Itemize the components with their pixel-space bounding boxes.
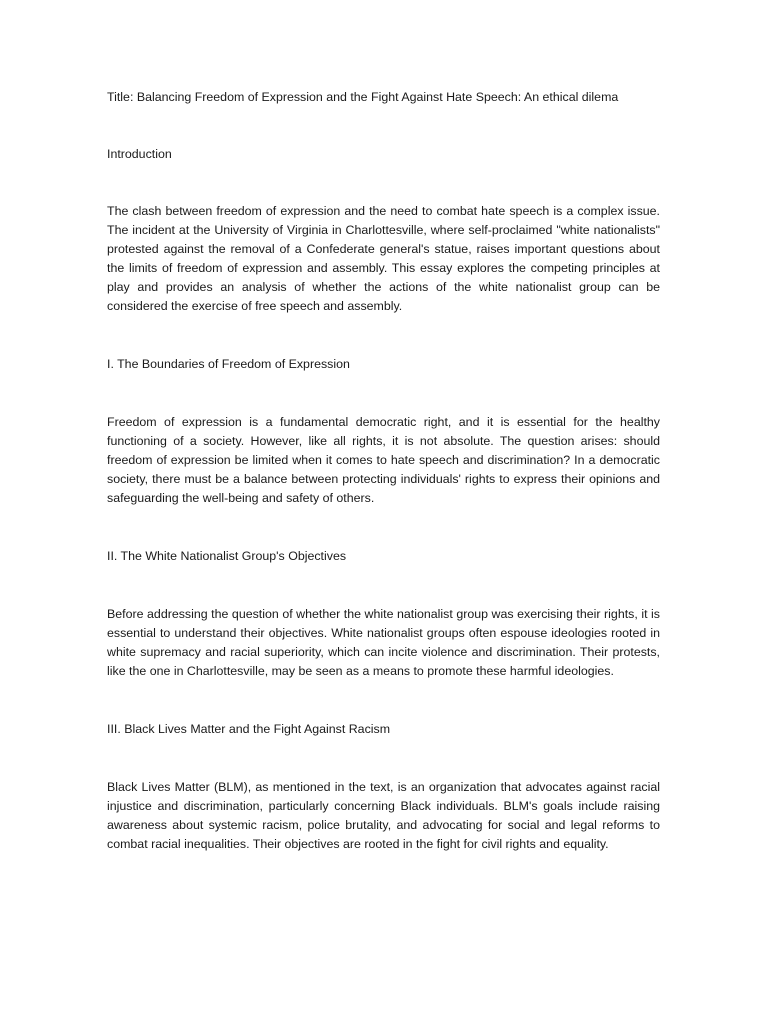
spacer [107,566,660,605]
section-heading-2: II. The White Nationalist Group's Objectives [107,549,347,563]
section-paragraph-3: Black Lives Matter (BLM), as mentioned in the text, is an organization that advocates against racial injustice and discrimination, particularly concerning Black individuals. BLM's goals include raising awareness about systemic racism, police brutality, and advocating for social and legal reforms to combat racial inequalities. Their objectives are rooted in the fight for civil rights and equality. [107,780,660,851]
spacer [107,508,660,547]
section-paragraph-2: Before addressing the question of whether the white nationalist group was exercising their rights, it is essential to understand their objectives. White nationalist groups often espouse ideologies rooted in white supremacy and racial superiority, which can incite violence and discrimination. Their protests, like the one in Charlottesville, may be seen as a means to promote these harmful ideologies. [107,607,660,678]
intro-paragraph: The clash between freedom of expression and the need to combat hate speech is a complex issue. The incident at the University of Virginia in Charlottesville, where self-proclaimed "white nationalists" protested against the removal of a Confederate general's statue, raises important questions about the limits of freedom of expression and assembly. This essay explores the competing principles at play and provides an analysis of whether the actions of the white nationalist group can be considered the exercise of free speech and assembly. [107,204,660,313]
spacer [107,164,660,202]
document-page [107,88,660,854]
spacer [107,374,660,413]
section-paragraph-1: Freedom of expression is a fundamental democratic right, and it is essential for the healthy functioning of a society. However, like all rights, it is not absolute. The question arises: should freedom of expression be limited when it comes to hate speech and discrimination? In a democratic society, there must be a balance between protecting individuals' rights to express their opinions and safeguarding the well-being and safety of others. [107,415,660,505]
spacer [107,107,660,145]
spacer [107,316,660,355]
spacer [107,739,660,778]
spacer [107,681,660,720]
section-heading-1: I. The Boundaries of Freedom of Expression [107,357,350,371]
section-heading-3: III. Black Lives Matter and the Fight Against Racism [107,722,391,736]
intro-heading: Introduction [107,147,172,161]
document-title: Title: Balancing Freedom of Expression and the Fight Against Hate Speech: An ethical dilema [107,90,619,104]
